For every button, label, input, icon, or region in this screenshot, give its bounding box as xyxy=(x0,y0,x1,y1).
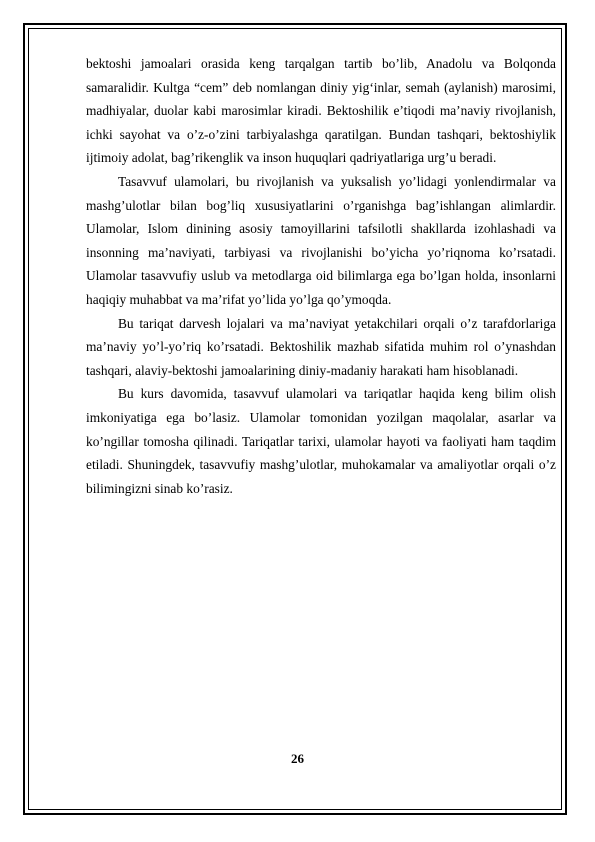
paragraph-tasavvuf-scholars: Tasavvuf ulamolari, bu rivojlanish va yuksalish yo’lidagi yonlendirmalar va mashg’ulotlar bilan bog’liq xususiyatlarini o’rganishga bag’ishlangan alimlardir. Ulamolar, Islom dinining asosiy tamoyillarini tafsilotli shakllarda izohlashadi va insonning ma’naviyati, tarbiyasi va rivojlanishi bo’yicha yo’riqnoma ko’rsatadi. Ulamolar tasavvufiy uslub va metodlarga oid bilimlarga ega bo’lgan holda, insonlarni haqiqiy muhabbat va ma’rifat yo’lida yo’lga qo’ymoqda. xyxy=(86,173,556,307)
paragraph-course-overview: Bu kurs davomida, tasavvuf ulamolari va tariqatlar haqida keng bilim olish imkoniyatiga ega bo’lasiz. Ulamolar tomonidan yozilgan maqolalar, asarlar va ko’ngillar tomosha qilinadi. Tariqatlar tarixi, ulamolar hayoti va faoliyati ham taqdim etiladi. Shuningdek, tasavvufiy mashg’ulotlar, muhokamalar va amaliyotlar orqali o’z bilimingizni sinab ko’rasiz. xyxy=(86,386,556,496)
document-body xyxy=(86,52,556,500)
page-number: 26 xyxy=(291,751,304,766)
paragraph-tariqat-guidance: Bu tariqat darvesh lojalari va ma’naviyat yetakchilari orqali o’z tarafdorlariga ma’naviy yo’l-yo’riq ko’rsatadi. Bektoshilik mazhab sifatida muhim rol o’ynashdan tashqari, alaviy-bektoshi jamoalarining diniy-madaniy harakati ham hisoblanadi. xyxy=(86,315,556,378)
paragraph-bektoshi-rituals: bektoshi jamoalari orasida keng tarqalgan tartib bo’lib, Anadolu va Bolqonda samaralidir. Kultga “cem” deb nomlangan diniy yig‘inlar, semah (aylanish) marosimi, madhiyalar, duolar kabi marosimlar kiradi. Bektoshilik e’tiqodi ma’naviy rivojlanish, ichki sayohat va o’z-o’zini tarbiyalashga qaratilgan. Bundan tashqari, bektoshiylik ijtimoiy adolat, bag’rikenglik va inson huquqlari qadriyatlariga urg’u beradi. xyxy=(86,56,556,166)
